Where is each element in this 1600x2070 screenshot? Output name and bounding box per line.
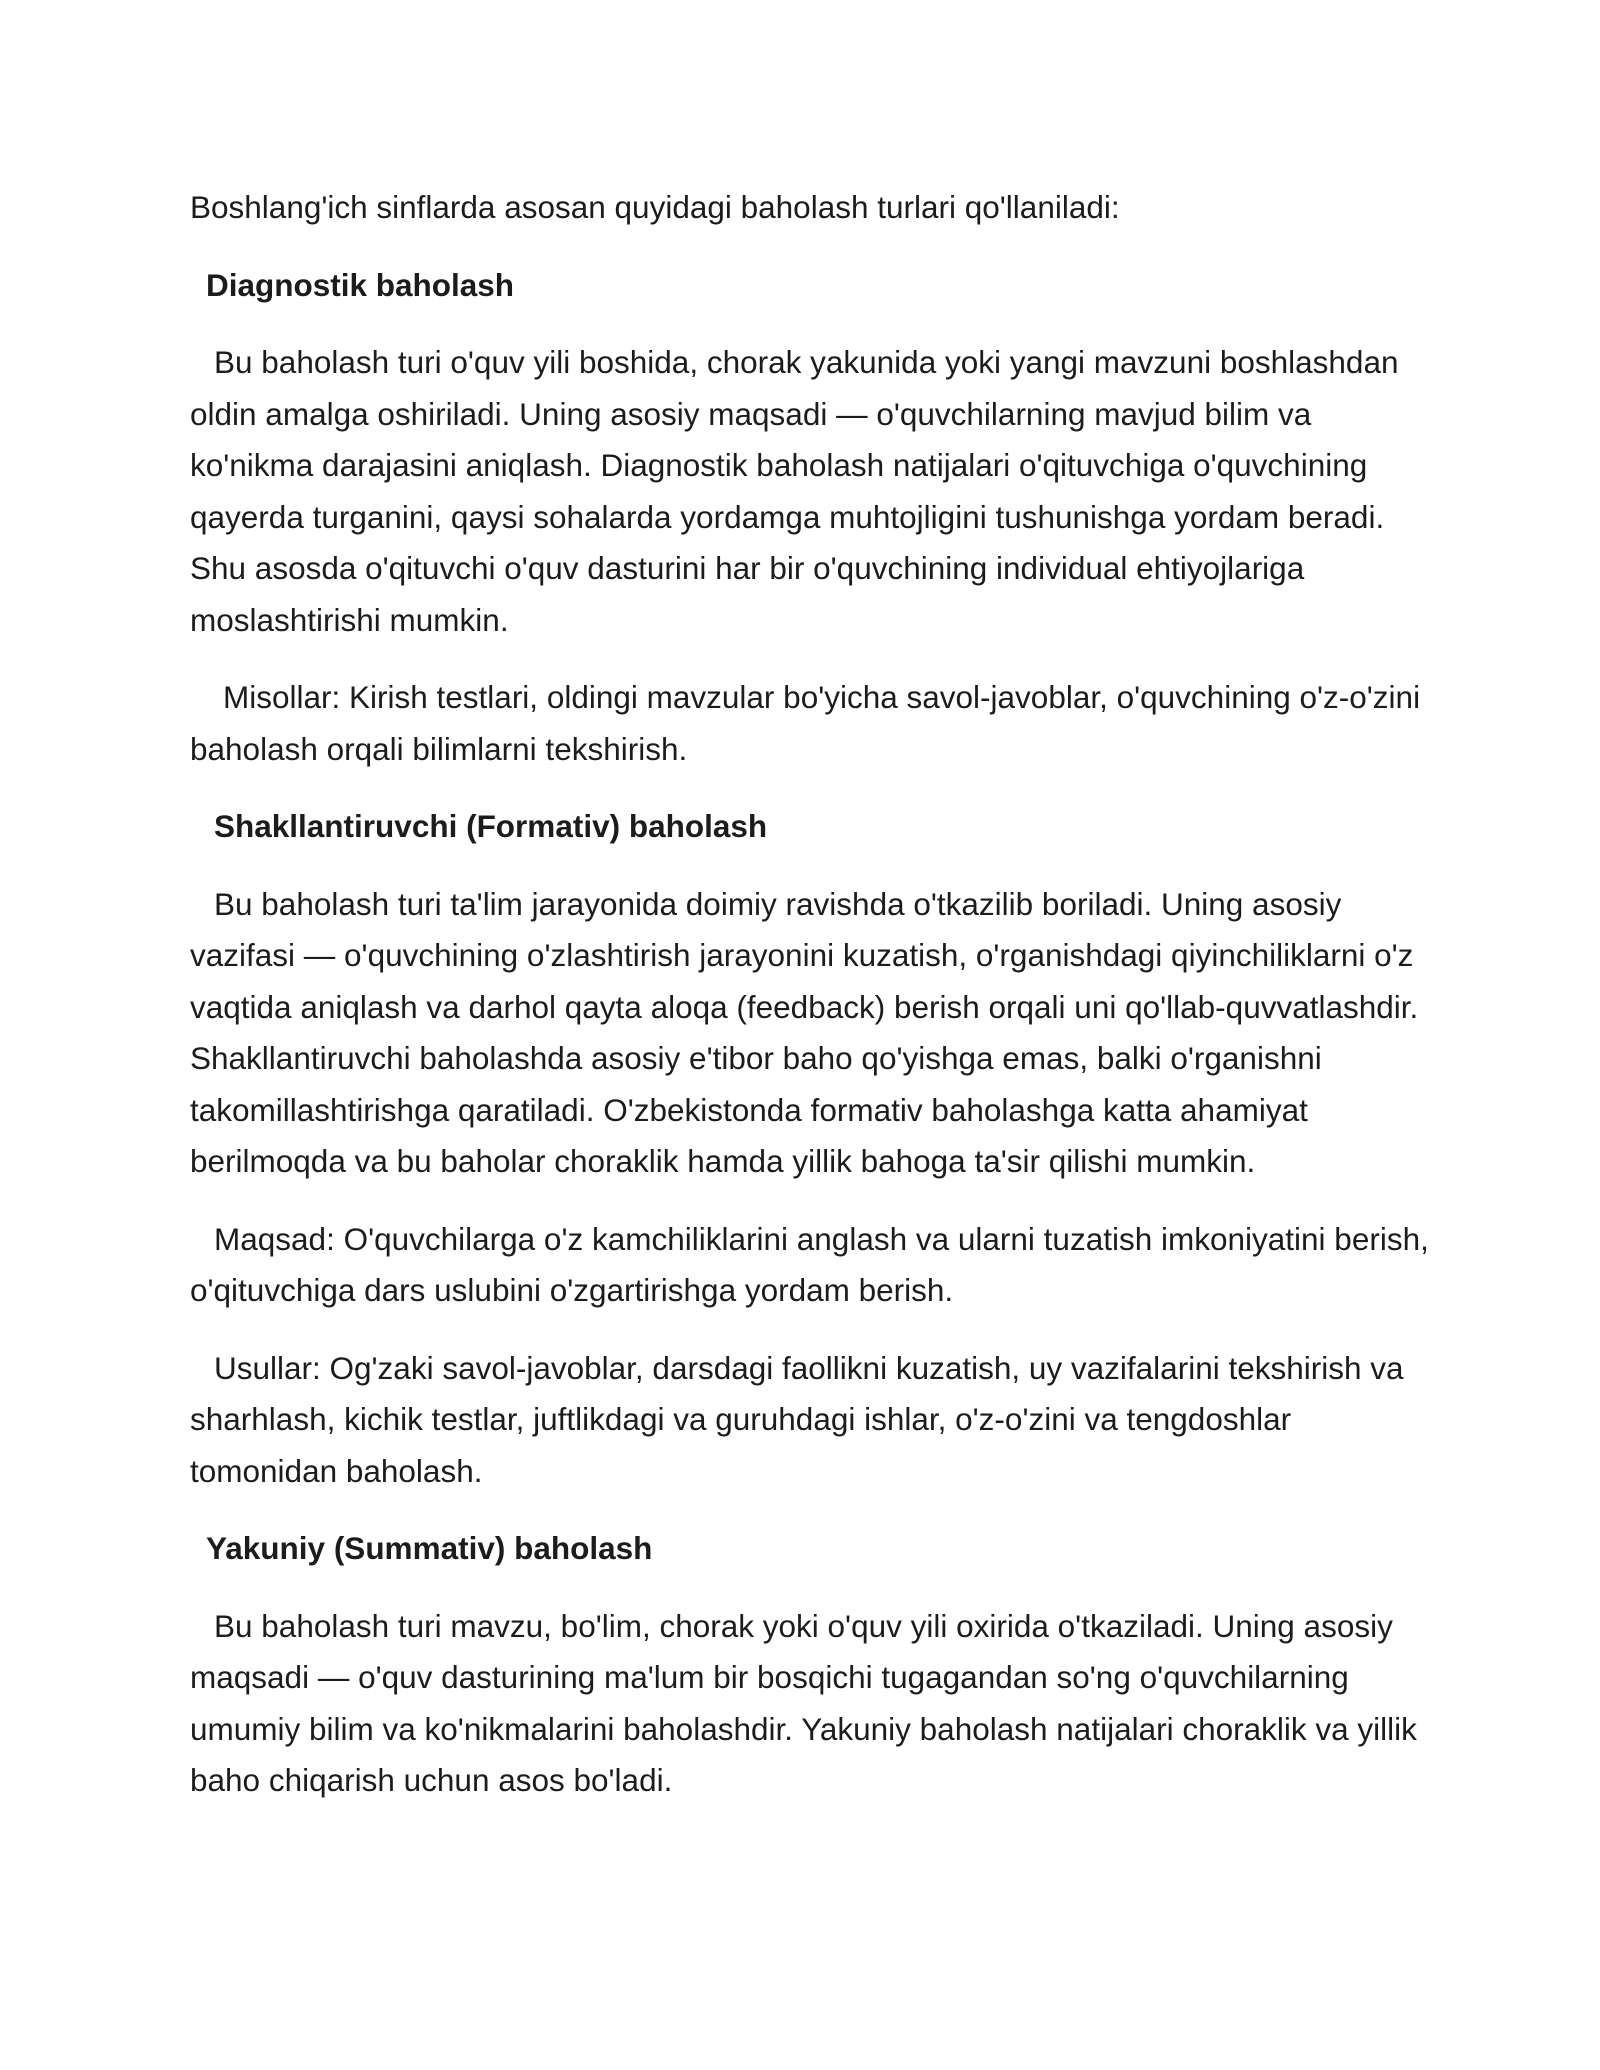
heading-diagnostik: Diagnostik baholash: [206, 266, 515, 303]
paragraph-formativ-methods: Usullar: Og'zaki savol-javoblar, darsdagi faollikni kuzatish, uy vazifalarini tekshirish va sharhlash, kichik testlar, juftlikdagi va guruhdagi ishlar, o'z-o'zini va tengdoshlar tomonidan baholash.: [190, 1349, 1404, 1489]
heading-formativ: Shakllantiruvchi (Formativ) baholash: [214, 808, 768, 844]
document-page: [190, 182, 1430, 1833]
paragraph-summativ-description: Bu baholash turi mavzu, bo'lim, chorak yoki o'quv yili oxirida o'tkaziladi. Uning asosiy maqsadi — o'quv dasturining ma'lum bir bosqichi tugagandan so'ng o'quvchilarning umumiy bilim va ko'nikmalarini baholashdir. Yakuniy baholash natijalari choraklik va yillik baho chiqarish uchun asos bo'ladi.: [190, 1607, 1417, 1798]
paragraph-formativ-goal: Maqsad: O'quvchilarga o'z kamchiliklarini anglash va ularni tuzatish imkoniyatini berish, o'qituvchiga dars uslubini o'zgartirishga yordam berish.: [190, 1220, 1429, 1308]
paragraph-diagnostik-description: Bu baholash turi o'quv yili boshida, chorak yakunida yoki yangi mavzuni boshlashdan oldin amalga oshiriladi. Uning asosiy maqsadi — o'quvchilarning mavjud bilim va ko'nikma darajasini aniqlash. Diagnostik baholash natijalari o'qituvchiga o'quvchining qayerda turganini, qaysi sohalarda yordamga muhtojligini tushunishga yordam beradi. Shu asosda o'qituvchi o'quv dasturini har bir o'quvchining individual ehtiyojlariga moslashtirishi mumkin.: [190, 344, 1399, 638]
heading-summativ: Yakuniy (Summativ) baholash: [206, 1530, 653, 1566]
paragraph-diagnostik-examples: Misollar: Kirish testlari, oldingi mavzular bo'yicha savol-javoblar, o'quvchining o'z-o'zini baholash orqali bilimlarni tekshirish.: [190, 679, 1421, 767]
paragraph-formativ-description: Bu baholash turi ta'lim jarayonida doimiy ravishda o'tkazilib boriladi. Uning asosiy vazifasi — o'quvchining o'zlashtirish jarayonini kuzatish, o'rganishdagi qiyinchiliklarni o'z vaqtida aniqlash va darhol qayta aloqa (feedback) berish orqali uni qo'llab-quvvatlashdir. Shakllantiruvchi baholashda asosiy e'tibor baho qo'yishga emas, balki o'rganishni takomillashtirishga qaratiladi. O'zbekistonda formativ baholashga katta ahamiyat berilmoqda va bu baholar choraklik hamda yillik bahoga ta'sir qilishi mumkin.: [190, 885, 1419, 1179]
intro-text: Boshlang'ich sinflarda asosan quyidagi baholash turlari qo'llaniladi:: [190, 189, 1120, 225]
